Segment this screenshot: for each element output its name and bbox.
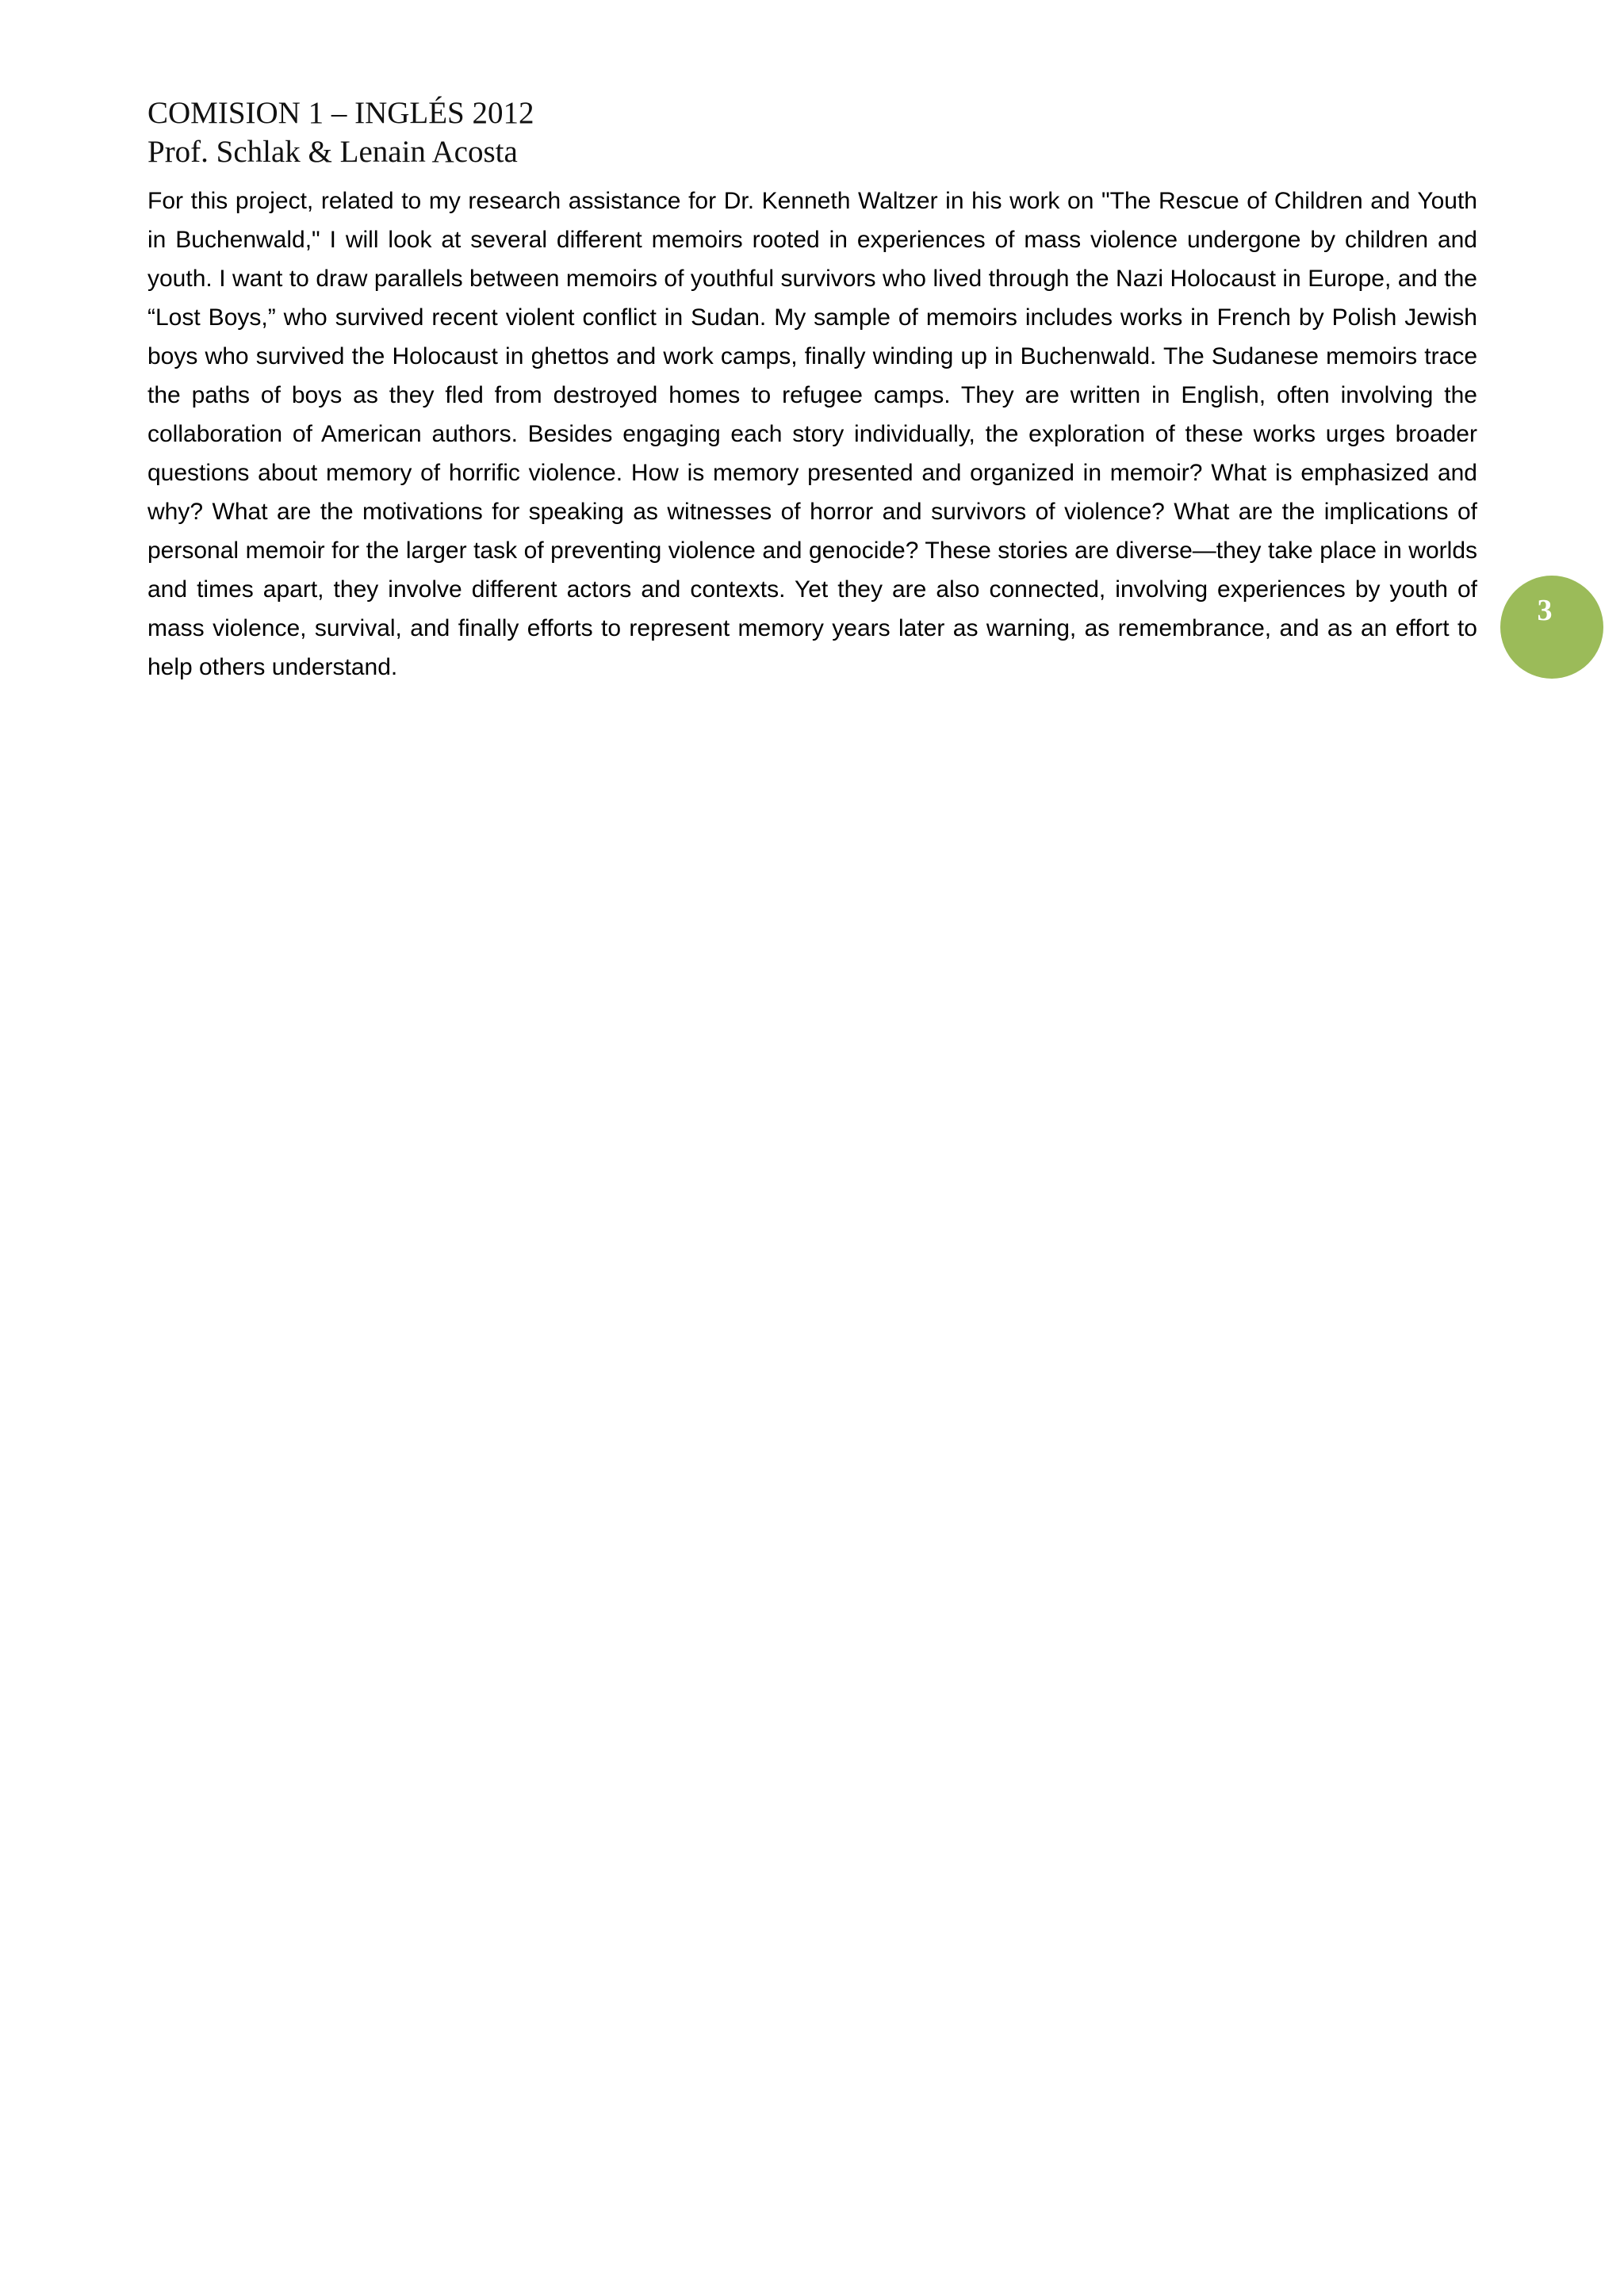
header-professors: Prof. Schlak & Lenain Acosta	[147, 135, 518, 169]
body-paragraph: For this project, related to my research assistance for Dr. Kenneth Waltzer in his work on "The Rescue of Children and Youth in Buchenwald," I will look at several different memoirs rooted in experiences of mass violence undergone by children and youth. I want to draw parallels between memoirs of youthful survivors who lived through the Nazi Holocaust in Europe, and the “Lost Boys,” who survived recent violent conflict in Sudan. My sample of memoirs includes works in French by Polish Jewish boys who survived the Holocaust in ghettos and work camps, finally winding up in Buchenwald. The Sudanese memoirs trace the paths of boys as they fled from destroyed homes to refugee camps. They are written in English, often involving the collaboration of American authors. Besides engaging each story individually, the exploration of these works urges broader questions about memory of horrific violence. How is memory presented and organized in memoir? What is emphasized and why? What are the motivations for speaking as witnesses of horror and survivors of violence? What are the implications of personal memoir for the larger task of preventing violence and genocide? These stories are diverse—they take place in worlds and times apart, they involve different actors and contexts. Yet they are also connected, involving experiences by youth of mass violence, survival, and finally efforts to represent memory years later as warning, as remembrance, and as an effort to help others understand.	[147, 188, 1477, 680]
header-course-title: COMISION 1 – INGLÉS 2012	[147, 96, 534, 130]
page-number-badge	[1500, 576, 1603, 679]
page-header	[147, 94, 1480, 171]
page-number: 3	[1537, 594, 1553, 627]
